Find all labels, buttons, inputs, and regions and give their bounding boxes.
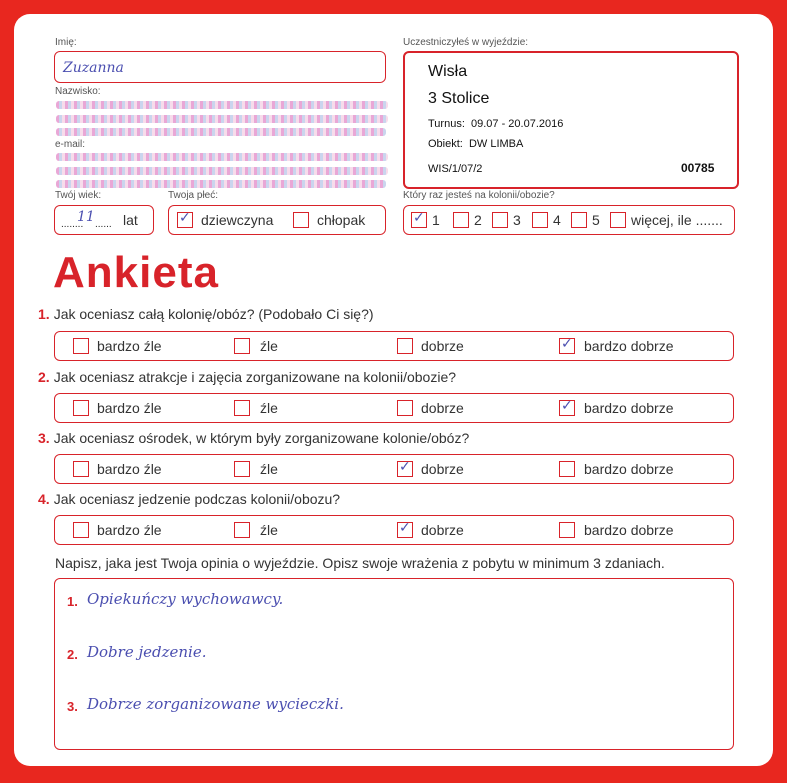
question-3 xyxy=(38,430,469,446)
email-label: e-mail: xyxy=(55,139,86,150)
times-field xyxy=(403,205,735,235)
question-4-number: 4. xyxy=(38,491,50,507)
q3-option-4: bardzo dobrze xyxy=(584,461,674,477)
question-2 xyxy=(38,369,456,385)
redacted-surname-2 xyxy=(56,115,388,123)
trip-label: Uczestniczyłeś w wyjeździe: xyxy=(403,37,529,48)
trip-turnus: Turnus: 09.07 - 20.07.2016 xyxy=(428,118,564,130)
times-3-checkbox[interactable] xyxy=(492,212,508,228)
times-2-checkbox[interactable] xyxy=(453,212,469,228)
q4-option-3: dobrze xyxy=(421,522,464,538)
q2-option-1: bardzo źle xyxy=(97,400,162,416)
question-1-number: 1. xyxy=(38,306,50,322)
question-1-answers xyxy=(54,331,734,361)
q4-bardzo-zle-checkbox[interactable] xyxy=(73,522,89,538)
gender-field xyxy=(168,205,386,235)
q3-bardzo-zle-checkbox[interactable] xyxy=(73,461,89,477)
surname-label: Nazwisko: xyxy=(55,86,101,97)
times-option-5: 5 xyxy=(592,212,600,228)
age-value: 11 xyxy=(77,209,95,225)
opinion-line-1-number: 1. xyxy=(67,594,78,609)
question-2-answers xyxy=(54,393,734,423)
q4-dobrze-checkbox[interactable] xyxy=(397,522,413,538)
trip-box xyxy=(403,51,739,189)
gender-option-boy: chłopak xyxy=(317,212,366,228)
q2-option-4: bardzo dobrze xyxy=(584,400,674,416)
q1-bardzo-dobrze-checkbox[interactable] xyxy=(559,338,575,354)
q3-bardzo-dobrze-checkbox[interactable] xyxy=(559,461,575,477)
q4-option-1: bardzo źle xyxy=(97,522,162,538)
q1-option-1: bardzo źle xyxy=(97,338,162,354)
q3-zle-checkbox[interactable] xyxy=(234,461,250,477)
times-option-3: 3 xyxy=(513,212,521,228)
redacted-email xyxy=(56,153,388,161)
q4-option-4: bardzo dobrze xyxy=(584,522,674,538)
q2-option-2: źle xyxy=(260,400,278,416)
times-4-checkbox[interactable] xyxy=(532,212,548,228)
q3-option-2: źle xyxy=(260,461,278,477)
times-label: Który raz jesteś na kolonii/obozie? xyxy=(403,190,555,201)
gender-boy-checkbox[interactable] xyxy=(293,212,309,228)
survey-title: Ankieta xyxy=(53,248,219,297)
question-3-text: Jak oceniasz ośrodek, w którym były zorganizowane kolonie/obóz? xyxy=(53,430,470,446)
name-field[interactable] xyxy=(54,51,386,83)
q1-option-3: dobrze xyxy=(421,338,464,354)
trip-hotel: 3 Stolice xyxy=(428,90,490,107)
trip-obiekt: Obiekt: DW LIMBA xyxy=(428,138,524,150)
opinion-line-3: Dobrze zorganizowane wycieczki. xyxy=(87,695,344,713)
q4-bardzo-dobrze-checkbox[interactable] xyxy=(559,522,575,538)
q1-option-2: źle xyxy=(260,338,278,354)
gender-label: Twoja płeć: xyxy=(168,190,219,201)
opinion-line-3-number: 3. xyxy=(67,699,78,714)
opinion-line-1: Opiekuńczy wychowawcy. xyxy=(87,590,284,608)
age-label: Twój wiek: xyxy=(55,190,102,201)
question-3-answers xyxy=(54,454,734,484)
question-1 xyxy=(38,306,374,322)
question-4-text: Jak oceniasz jedzenie podczas kolonii/obozu? xyxy=(53,491,341,507)
q3-dobrze-checkbox[interactable] xyxy=(397,461,413,477)
opinion-textarea[interactable] xyxy=(54,578,734,750)
age-dots-left: ........ xyxy=(61,219,84,230)
q1-dobrze-checkbox[interactable] xyxy=(397,338,413,354)
q1-option-4: bardzo dobrze xyxy=(584,338,674,354)
age-dots-right: ...... xyxy=(95,219,112,230)
q2-bardzo-zle-checkbox[interactable] xyxy=(73,400,89,416)
question-3-number: 3. xyxy=(38,430,50,446)
trip-number: 00785 xyxy=(681,161,715,175)
name-label: Imię: xyxy=(55,37,77,48)
age-unit: lat xyxy=(123,212,138,228)
trip-code: WIS/1/07/2 xyxy=(428,163,483,175)
q2-zle-checkbox[interactable] xyxy=(234,400,250,416)
gender-girl-checkbox[interactable] xyxy=(177,212,193,228)
question-2-number: 2. xyxy=(38,369,50,385)
q2-option-3: dobrze xyxy=(421,400,464,416)
q1-bardzo-zle-checkbox[interactable] xyxy=(73,338,89,354)
redacted-surname xyxy=(56,101,388,109)
times-option-1: 1 xyxy=(432,212,440,228)
q4-option-2: źle xyxy=(260,522,278,538)
opinion-line-2-number: 2. xyxy=(67,647,78,662)
question-1-text: Jak oceniasz całą kolonię/obóz? (Podobało Ci się?) xyxy=(53,306,374,322)
q2-dobrze-checkbox[interactable] xyxy=(397,400,413,416)
redacted-email-3 xyxy=(56,180,386,188)
redacted-surname-3 xyxy=(56,128,386,136)
times-5-checkbox[interactable] xyxy=(571,212,587,228)
times-option-more: więcej, ile ....... xyxy=(631,212,723,228)
times-more-checkbox[interactable] xyxy=(610,212,626,228)
question-2-text: Jak oceniasz atrakcje i zajęcia zorganizowane na kolonii/obozie? xyxy=(53,369,457,385)
redacted-email-2 xyxy=(56,167,388,175)
age-field[interactable] xyxy=(54,205,154,235)
times-option-2: 2 xyxy=(474,212,482,228)
opinion-prompt: Napisz, jaka jest Twoja opinia o wyjeździe. Opisz swoje wrażenia z pobytu w minimum 3 zdaniach. xyxy=(55,555,665,571)
gender-option-girl: dziewczyna xyxy=(201,212,274,228)
times-1-checkbox[interactable] xyxy=(411,212,427,228)
q3-option-1: bardzo źle xyxy=(97,461,162,477)
q1-zle-checkbox[interactable] xyxy=(234,338,250,354)
question-4-answers xyxy=(54,515,734,545)
question-4 xyxy=(38,491,340,507)
opinion-line-2: Dobre jedzenie. xyxy=(87,643,207,661)
q2-bardzo-dobrze-checkbox[interactable] xyxy=(559,400,575,416)
times-option-4: 4 xyxy=(553,212,561,228)
q4-zle-checkbox[interactable] xyxy=(234,522,250,538)
trip-place: Wisła xyxy=(428,63,468,80)
name-value: Zuzanna xyxy=(63,60,124,76)
q3-option-3: dobrze xyxy=(421,461,464,477)
